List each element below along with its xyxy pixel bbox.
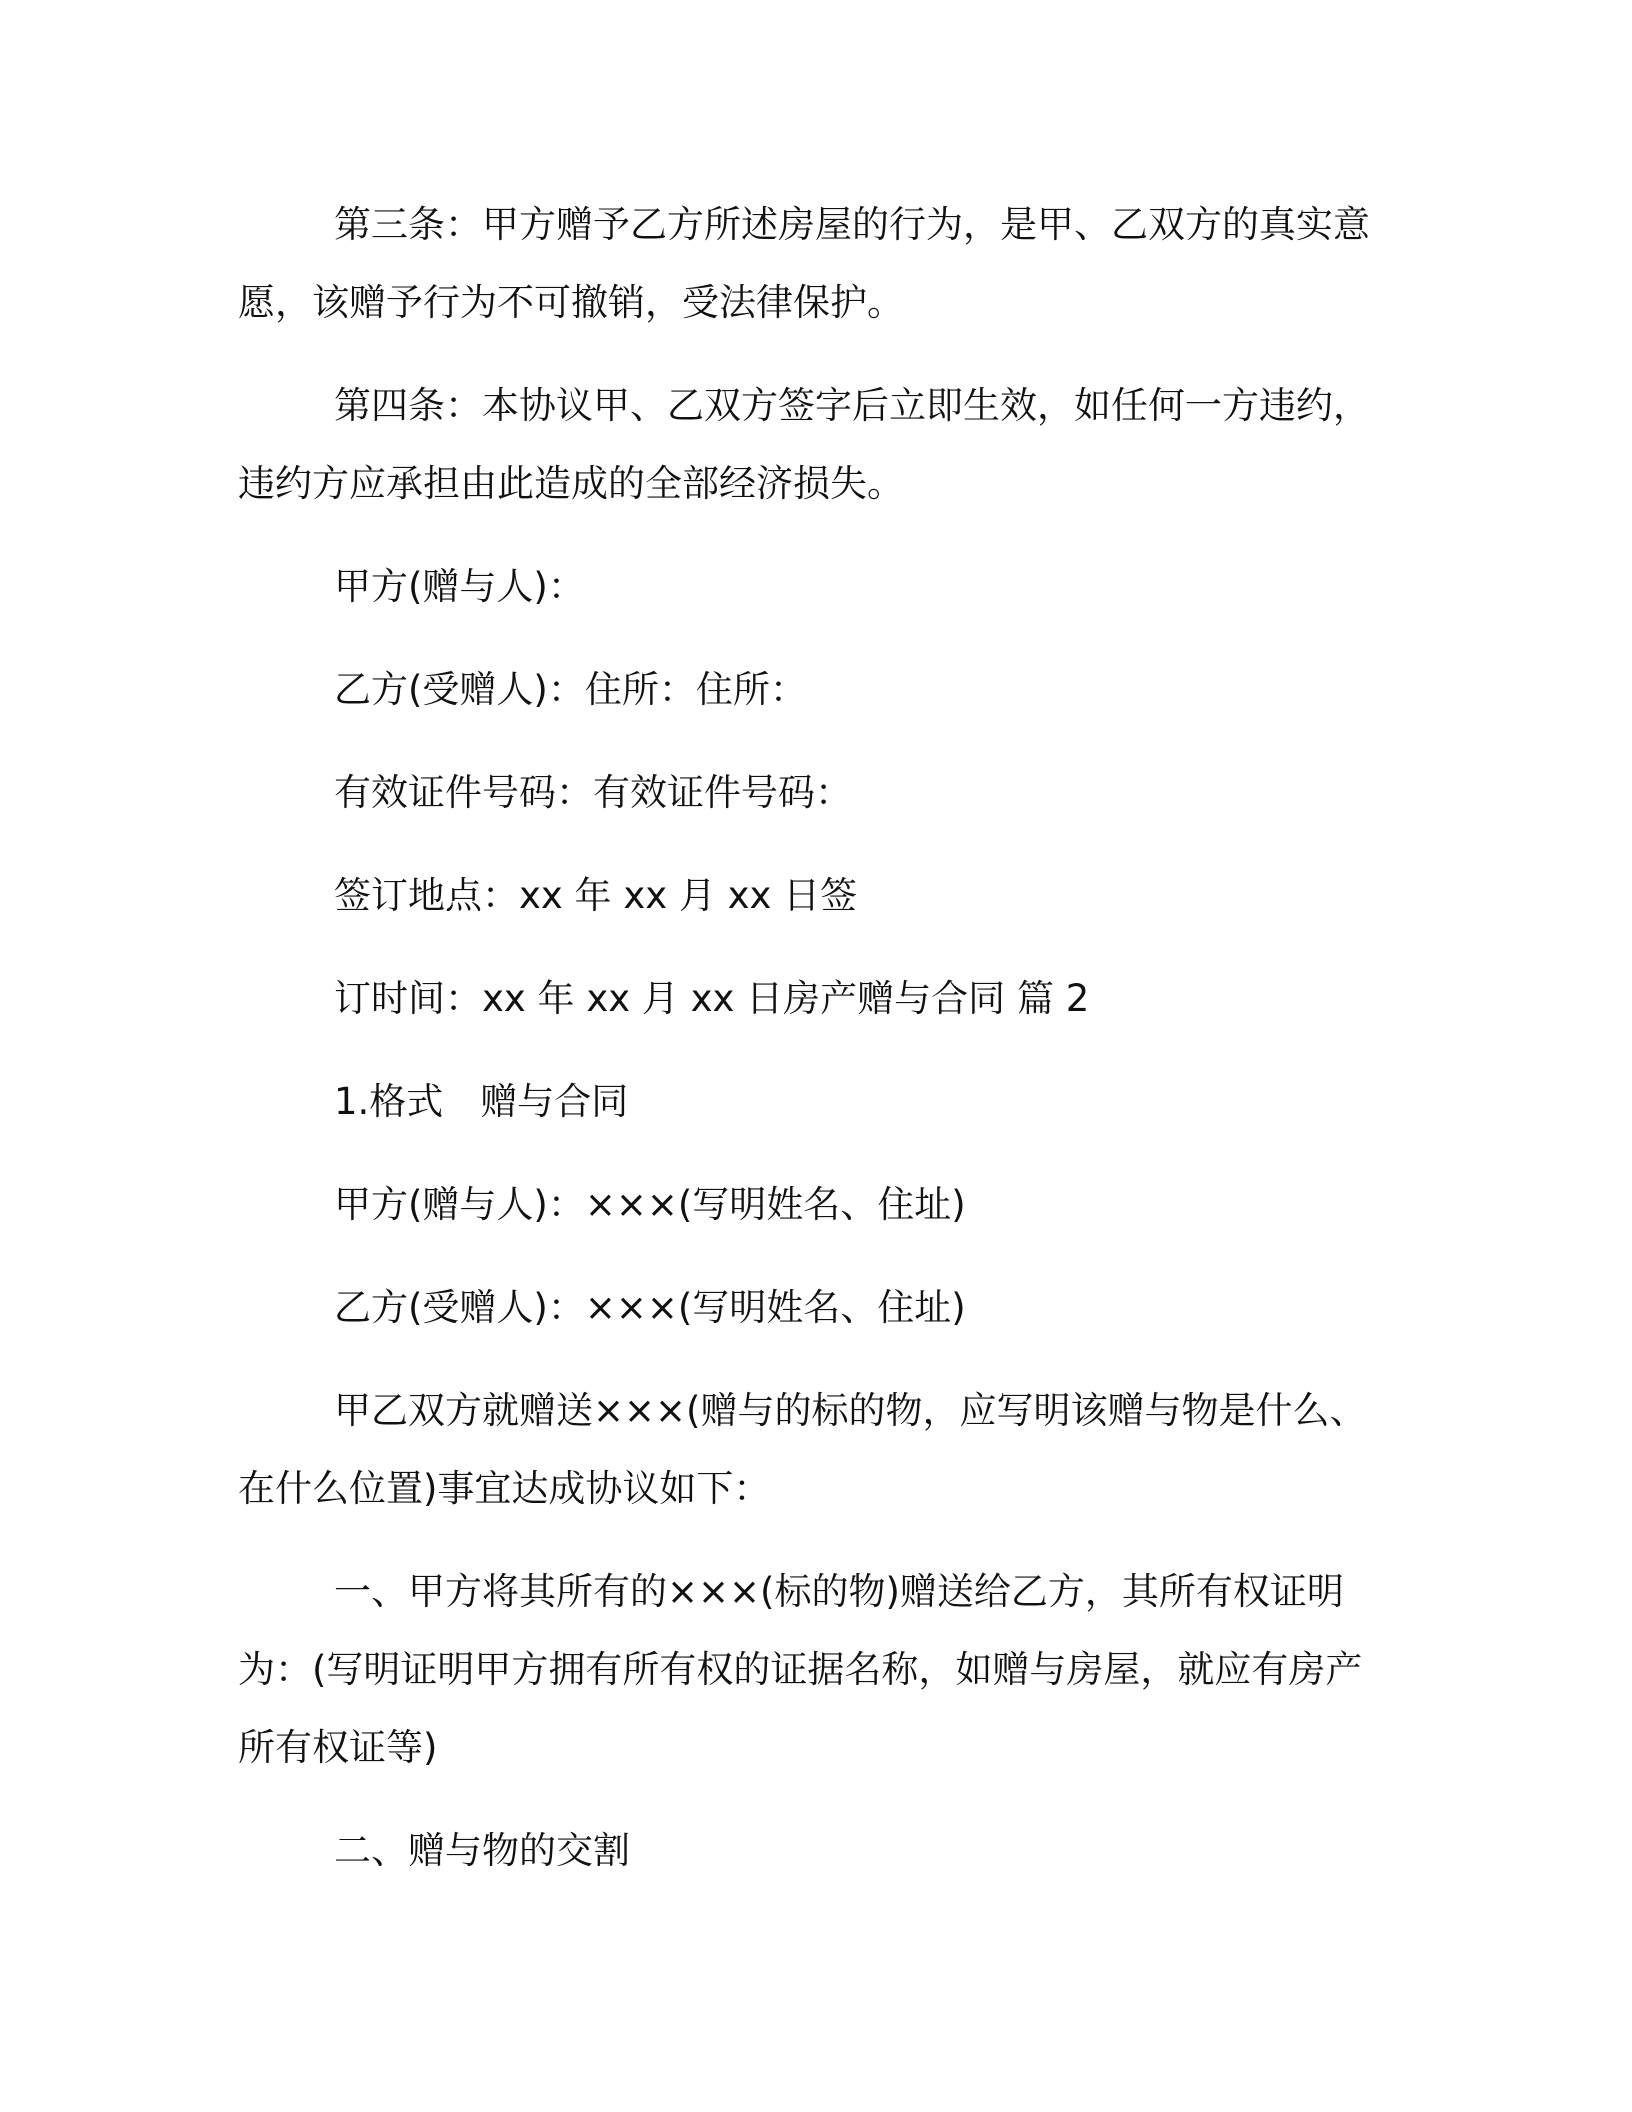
signing-place-line: 签订地点：xx 年 xx 月 xx 日签 — [334, 874, 858, 917]
clause-two-heading: 二、赠与物的交割 — [334, 1829, 630, 1872]
paragraph-article-3: 第三条：甲方赠予乙方所述房屋的行为，是甲、乙双方的真实意愿，该赠予行为不可撤销，受法律保护。 — [238, 203, 1370, 324]
agreement-intro-paragraph: 甲乙双方就赠送×××(赠与的标的物，应写明该赠与物是什么、在什么位置)事宜达成协议如下： — [238, 1389, 1367, 1510]
clause-one-paragraph: 一、甲方将其所有的×××(标的物)赠送给乙方，其所有权证明为：(写明证明甲方拥有所有权的证据名称，如赠与房屋，就应有房产所有权证等) — [238, 1570, 1363, 1769]
format-heading: 1.格式 赠与合同 — [334, 1080, 629, 1123]
paragraph-article-4: 第四条：本协议甲、乙双方签字后立即生效，如任何一方违约，违约方应承担由此造成的全部经济损失。 — [238, 384, 1370, 505]
party-b-template-line: 乙方(受赠人)：×××(写明姓名、住址) — [334, 1286, 966, 1329]
id-number-line: 有效证件号码：有效证件号码： — [334, 771, 852, 814]
party-a-line: 甲方(赠与人)： — [334, 565, 585, 608]
signing-time-line: 订时间：xx 年 xx 月 xx 日房产赠与合同 篇 2 — [334, 977, 1090, 1020]
party-b-line: 乙方(受赠人)：住所：住所： — [334, 668, 807, 711]
document-body — [238, 186, 1378, 1915]
party-a-template-line: 甲方(赠与人)：×××(写明姓名、住址) — [334, 1183, 966, 1226]
